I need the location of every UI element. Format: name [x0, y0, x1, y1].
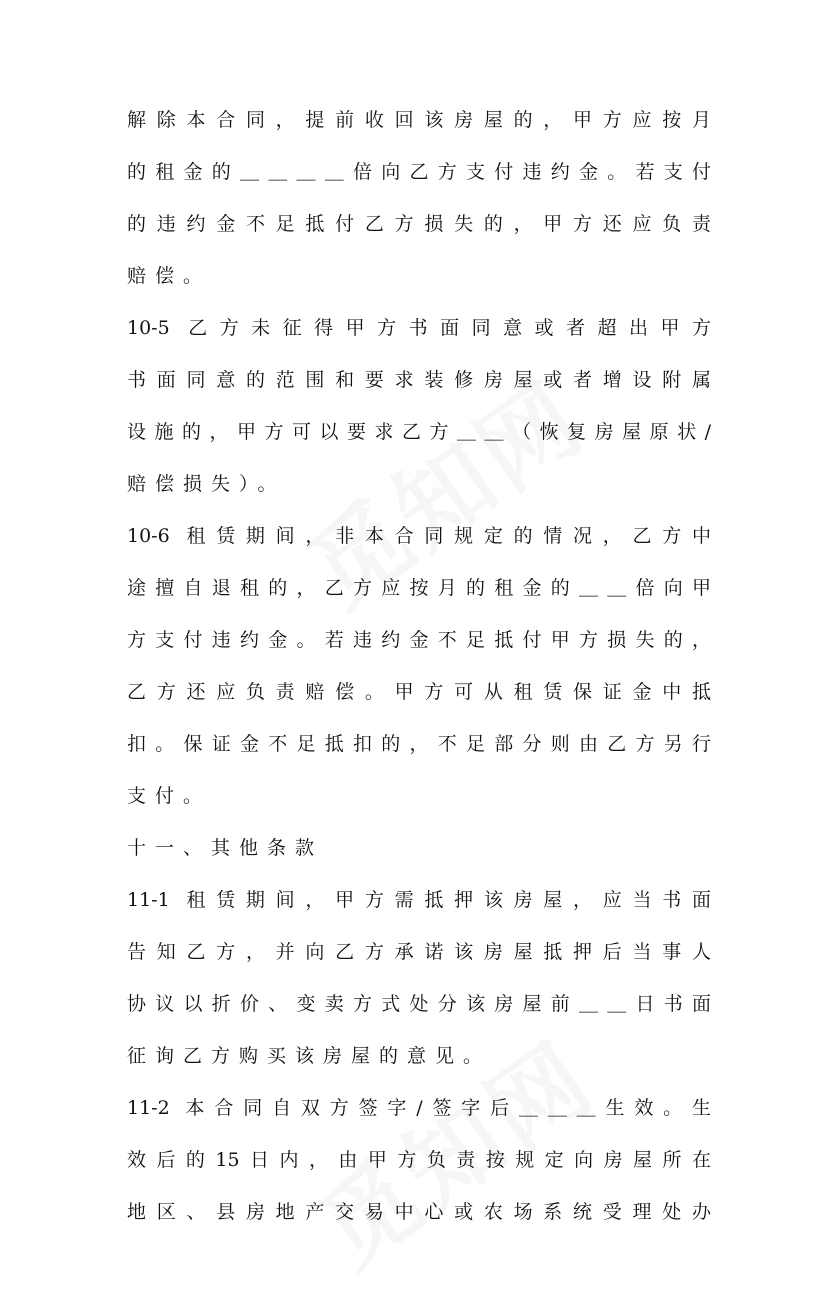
- text-line: 征询乙方购买该房屋的意见。: [127, 1045, 492, 1067]
- document-body: [127, 98, 711, 1234]
- text-line: 10-6 租赁期间，非本合同规定的情况，乙方中: [127, 525, 711, 547]
- text-line: 10-5 乙方未征得甲方书面同意或者超出甲方: [127, 317, 711, 339]
- text-line: 告知乙方，并向乙方承诺该房屋抵押后当事人: [127, 941, 711, 963]
- text-line: 地区、县房地产交易中心或农场系统受理处办: [127, 1201, 711, 1223]
- section-heading-other-terms: [127, 826, 711, 870]
- section-heading: 十一、其他条款: [127, 837, 324, 859]
- text-line: 11-2 本合同自双方签字/签字后＿＿＿生效。生: [127, 1097, 711, 1119]
- paragraph-clause-10-6: [127, 514, 711, 818]
- text-line: 11-1 租赁期间，甲方需抵押该房屋，应当书面: [127, 889, 711, 911]
- paragraph-clause-11-2: [127, 1086, 711, 1234]
- text-line: 的违约金不足抵付乙方损失的，甲方还应负责: [127, 213, 711, 235]
- text-line: 的租金的＿＿＿＿倍向乙方支付违约金。若支付: [127, 161, 711, 183]
- paragraph-termination-penalty: [127, 98, 711, 298]
- paragraph-clause-11-1: [127, 878, 711, 1078]
- text-line: 赔偿损失）。: [127, 473, 286, 495]
- paragraph-clause-10-5: [127, 306, 711, 506]
- text-line: 协议以折价、变卖方式处分该房屋前＿＿日书面: [127, 993, 711, 1015]
- text-line: 乙方还应负责赔偿。甲方可从租赁保证金中抵: [127, 681, 711, 703]
- text-line: 扣。保证金不足抵扣的，不足部分则由乙方另行: [127, 733, 711, 755]
- text-line: 赔偿。: [127, 265, 212, 287]
- text-line: 效后的15日内，由甲方负责按规定向房屋所在: [127, 1149, 711, 1171]
- text-line: 书面同意的范围和要求装修房屋或者增设附属: [127, 369, 711, 391]
- text-line: 解除本合同，提前收回该房屋的，甲方应按月: [127, 109, 711, 131]
- text-line: 途擅自退租的，乙方应按月的租金的＿＿倍向甲: [127, 577, 711, 599]
- text-line: 支付。: [127, 785, 212, 807]
- text-line: 方支付违约金。若违约金不足抵付甲方损失的，: [127, 629, 711, 651]
- text-line: 设施的，甲方可以要求乙方＿＿（恢复房屋原状/: [127, 421, 711, 443]
